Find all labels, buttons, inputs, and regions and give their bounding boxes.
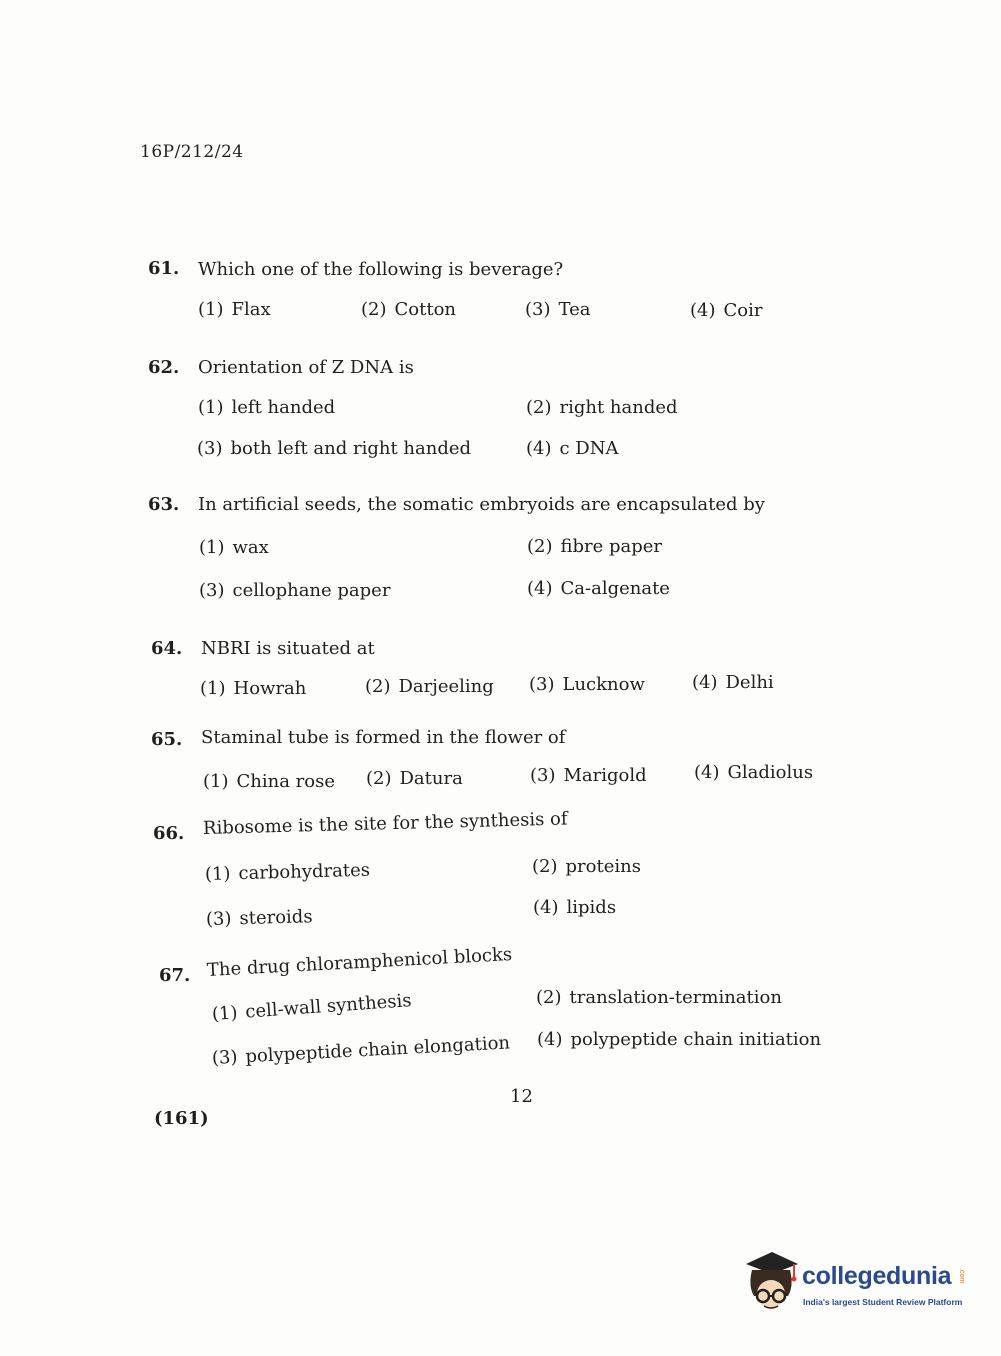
option-1: (1) Howrah	[200, 678, 307, 699]
question-text: The drug chloramphenicol blocks	[206, 944, 513, 981]
option-2: (2) Darjeeling	[365, 676, 494, 697]
question-text: Which one of the following is beverage?	[198, 259, 564, 280]
option-2: (2) Cotton	[361, 299, 457, 320]
option-1: (1) wax	[199, 537, 269, 558]
option-3: (3) Tea	[525, 299, 591, 320]
option-3: (3) steroids	[205, 906, 313, 930]
paper-code: 16P/212/24	[140, 142, 244, 162]
question-text: Staminal tube is formed in the flower of	[201, 727, 566, 748]
question-number: 65.	[151, 729, 183, 750]
question-number: 61.	[148, 258, 180, 279]
option-1: (1) Flax	[198, 299, 271, 320]
option-1: (1) carbohydrates	[204, 859, 371, 885]
logo-title: collegedunia	[802, 1262, 952, 1290]
option-2: (2) translation-termination	[536, 987, 782, 1008]
student-mascot-icon	[742, 1250, 800, 1314]
option-3: (3) both left and right handed	[197, 438, 472, 459]
option-2: (2) Datura	[366, 768, 463, 789]
option-4: (4) lipids	[533, 897, 617, 918]
option-4: (4) Gladiolus	[694, 762, 814, 783]
question-text: Ribosome is the site for the synthesis of	[202, 808, 568, 839]
option-3: (3) polypeptide chain elongation	[211, 1032, 511, 1069]
option-2: (2) right handed	[526, 397, 678, 418]
option-3: (3) cellophane paper	[199, 580, 391, 601]
option-2: (2) fibre paper	[527, 536, 663, 557]
option-3: (3) Marigold	[530, 765, 647, 786]
option-1: (1) left handed	[198, 397, 336, 418]
question-number: 64.	[151, 638, 183, 659]
option-4: (4) c DNA	[526, 438, 619, 459]
option-2: (2) proteins	[532, 856, 641, 877]
option-1: (1) China rose	[203, 771, 335, 792]
footer-code: (161)	[154, 1108, 209, 1129]
option-4: (4) Delhi	[692, 672, 774, 693]
option-4: (4) polypeptide chain initiation	[537, 1029, 822, 1050]
logo-suffix: .com	[958, 1268, 965, 1284]
logo-tagline: India's largest Student Review Platform	[803, 1297, 963, 1307]
option-3: (3) Lucknow	[529, 674, 645, 695]
question-number: 63.	[148, 494, 180, 515]
option-4: (4) Ca-algenate	[527, 578, 670, 599]
option-1: (1) cell-wall synthesis	[211, 990, 413, 1025]
question-number: 66.	[153, 823, 185, 844]
option-4: (4) Coir	[690, 300, 763, 321]
question-number: 62.	[148, 357, 180, 378]
question-number: 67.	[159, 965, 191, 986]
question-text: In artificial seeds, the somatic embryoids are encapsulated by	[198, 494, 765, 515]
question-text: NBRI is situated at	[201, 638, 375, 659]
page-number: 12	[510, 1086, 533, 1107]
question-text: Orientation of Z DNA is	[198, 357, 414, 378]
